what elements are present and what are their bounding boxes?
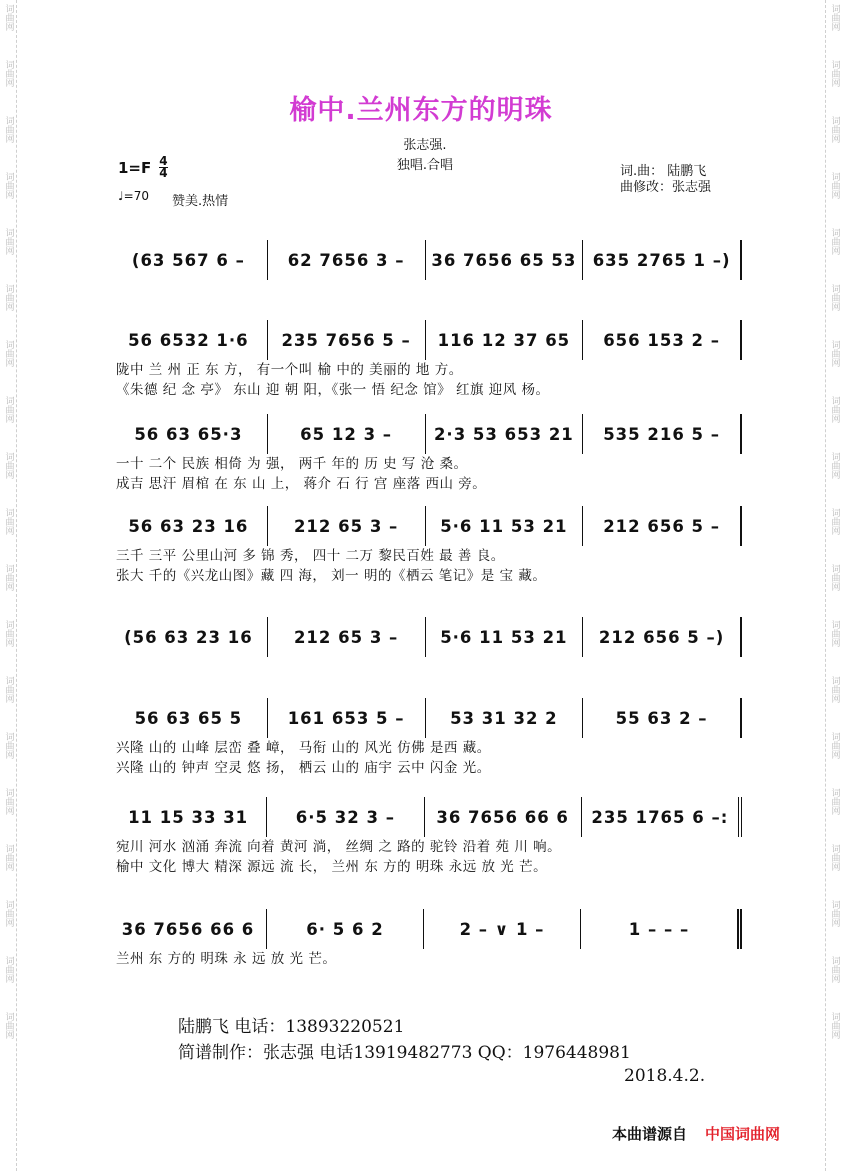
watermark-glyph: 词曲网 — [3, 396, 14, 423]
measure: 53 31 32 2 — [425, 698, 583, 738]
key: 1=F — [118, 158, 152, 177]
watermark-glyph: 词曲网 — [3, 228, 14, 255]
watermark-glyph: 词曲网 — [3, 676, 14, 703]
watermark-glyph: 词曲网 — [829, 620, 840, 647]
song-title: 榆中.兰州东方的明珠 — [289, 95, 553, 126]
watermark-glyph: 词曲网 — [829, 340, 840, 367]
measure: 56 63 65 5 — [134, 708, 243, 728]
credits — [620, 164, 711, 196]
measure: 5·6 11 53 21 — [425, 506, 583, 546]
date: 2018.4.2. — [624, 1066, 706, 1086]
measure: 56 6532 1·6 — [128, 330, 249, 350]
measure: (63 567 6 – — [131, 250, 245, 270]
watermark-glyph: 词曲网 — [829, 284, 840, 311]
watermark-glyph: 词曲网 — [829, 116, 840, 143]
source-credit: 本曲谱源自 中国词曲网 — [612, 1125, 781, 1143]
mood-marking: 赞美.热情 — [172, 194, 229, 209]
watermark-glyph: 词曲网 — [829, 396, 840, 423]
measure: 212 65 3 – — [267, 617, 425, 657]
watermark-glyph: 词曲网 — [829, 564, 840, 591]
measure: 36 7656 65 53 — [425, 240, 583, 280]
key-signature — [118, 156, 168, 179]
measure: 212 65 3 – — [267, 506, 425, 546]
watermark-glyph: 词曲网 — [3, 60, 14, 87]
measure: 1 – – – — [580, 909, 737, 949]
score-system — [110, 617, 742, 657]
singer: 张志强. — [403, 138, 447, 153]
measure: 635 2765 1 –) — [582, 240, 740, 280]
watermark-glyph: 词曲网 — [3, 284, 14, 311]
lyric-line: 兴隆 山的 钟声 空灵 悠 扬， 栖云 山的 庙宇 云中 闪金 光。 — [116, 760, 491, 776]
watermark-glyph: 词曲网 — [829, 788, 840, 815]
watermark-glyph: 词曲网 — [3, 564, 14, 591]
measure: 535 216 5 – — [582, 414, 740, 454]
watermark-glyph: 词曲网 — [829, 452, 840, 479]
watermark-glyph: 词曲网 — [829, 4, 840, 31]
watermark-glyph: 词曲网 — [829, 60, 840, 87]
watermark-glyph: 词曲网 — [3, 4, 14, 31]
score-system — [110, 240, 742, 280]
score-system — [110, 320, 742, 400]
watermark-glyph: 词曲网 — [3, 732, 14, 759]
watermark-glyph: 词曲网 — [3, 1012, 14, 1039]
lyric-line: 一十 二个 民族 相倚 为 强， 两千 年的 历 史 写 沧 桑。 — [116, 456, 468, 472]
measure: (56 63 23 16 — [124, 627, 253, 647]
score-system — [110, 414, 742, 494]
measure: 656 153 2 – — [582, 320, 740, 360]
watermark-glyph: 词曲网 — [3, 172, 14, 199]
performer-info — [300, 136, 550, 176]
lyricist-composer: 词.曲： 陆鹏飞 — [620, 164, 707, 179]
watermark-glyph: 词曲网 — [3, 452, 14, 479]
measure: 235 7656 5 – — [267, 320, 425, 360]
score-system — [110, 797, 742, 877]
lyric-line: 兰州 东 方的 明珠 永 远 放 光 芒。 — [116, 951, 337, 967]
measure: 56 63 23 16 — [128, 516, 249, 536]
measure: 65 12 3 – — [267, 414, 425, 454]
measure: 36 7656 66 6 — [424, 797, 581, 837]
notes-row — [110, 240, 742, 280]
watermark-glyph: 词曲网 — [3, 788, 14, 815]
measure: 2 – ∨ 1 – — [423, 909, 580, 949]
watermark-glyph: 词曲网 — [829, 676, 840, 703]
lyric-line: 成吉 思汗 眉棺 在 东 山 上， 蒋介 石 行 宫 座落 西山 旁。 — [116, 476, 487, 492]
watermark-glyph: 词曲网 — [3, 620, 14, 647]
watermark-glyph: 词曲网 — [829, 956, 840, 983]
watermark-glyph: 词曲网 — [3, 508, 14, 535]
notes-row — [110, 909, 742, 949]
watermark-glyph: 词曲网 — [3, 340, 14, 367]
measure: 56 63 65·3 — [134, 424, 243, 444]
performance-form: 独唱.合唱 — [396, 158, 454, 173]
notes-row — [110, 414, 742, 454]
watermark-glyph: 词曲网 — [829, 172, 840, 199]
notes-row — [110, 698, 742, 738]
lyric-line: 榆中 文化 博大 精深 源远 流 长， 兰州 东 方的 明珠 永远 放 光 芒。 — [116, 859, 548, 875]
lyric-line: 兴隆 山的 山峰 层峦 叠 嶂， 马衔 山的 风光 仿佛 是西 藏。 — [116, 740, 491, 756]
notes-row — [110, 797, 742, 837]
watermark-glyph: 词曲网 — [829, 228, 840, 255]
score-system — [110, 909, 742, 969]
watermark-glyph: 词曲网 — [829, 844, 840, 871]
notes-row — [110, 506, 742, 546]
lyric-line: 宛川 河水 汹涌 奔流 向着 黄河 淌， 丝绸 之 路的 驼铃 沿着 苑 川 响。 — [116, 839, 562, 855]
measure: 6· 5 6 2 — [266, 909, 423, 949]
reviser: 曲修改：张志强 — [620, 180, 712, 195]
tempo-marking: ♩=70 — [118, 189, 149, 203]
measure: 212 656 5 –) — [582, 617, 740, 657]
notes-row — [110, 617, 742, 657]
source-site-link[interactable]: 中国词曲网 — [705, 1125, 781, 1143]
measure: 36 7656 66 6 — [121, 919, 255, 939]
notes-row — [110, 320, 742, 360]
watermark-glyph: 词曲网 — [3, 900, 14, 927]
left-watermark-strip — [0, 0, 17, 1171]
right-watermark-strip — [825, 0, 842, 1171]
measure: 2·3 53 653 21 — [425, 414, 583, 454]
time-signature: 4 4 — [159, 154, 168, 180]
measure: 62 7656 3 – — [267, 240, 425, 280]
watermark-glyph: 词曲网 — [3, 844, 14, 871]
measure: 116 12 37 65 — [425, 320, 583, 360]
watermark-glyph: 词曲网 — [829, 900, 840, 927]
contact-line-2: 简谱制作：张志强 电话13919482773 QQ：1976448981 — [178, 1043, 631, 1063]
measure: 161 653 5 – — [267, 698, 425, 738]
watermark-glyph: 词曲网 — [829, 508, 840, 535]
watermark-glyph: 词曲网 — [3, 116, 14, 143]
watermark-glyph: 词曲网 — [3, 956, 14, 983]
measure: 6·5 32 3 – — [266, 797, 423, 837]
watermark-glyph: 词曲网 — [829, 732, 840, 759]
lyric-line: 陇中 兰 州 正 东 方， 有一个叫 榆 中的 美丽的 地 方。 — [116, 362, 463, 378]
measure: 235 1765 6 –: — [581, 797, 738, 837]
lyric-line: 三千 三平 公里山河 多 锦 秀， 四十 二万 黎民百姓 最 善 良。 — [116, 548, 505, 564]
measure: 55 63 2 – — [582, 698, 740, 738]
lyric-line: 张大 千的《兴龙山图》藏 四 海， 刘一 明的《栖云 笔记》是 宝 藏。 — [116, 568, 547, 584]
measure: 11 15 33 31 — [128, 807, 249, 827]
watermark-glyph: 词曲网 — [829, 1012, 840, 1039]
score-system — [110, 698, 742, 778]
measure: 5·6 11 53 21 — [425, 617, 583, 657]
lyric-line: 《朱德 纪 念 亭》 东山 迎 朝 阳，《张一 悟 纪念 馆》 红旗 迎风 杨。 — [116, 382, 550, 398]
score-system — [110, 506, 742, 586]
contact-line-1: 陆鹏飞 电话：13893220521 — [178, 1017, 405, 1037]
measure: 212 656 5 – — [582, 506, 740, 546]
